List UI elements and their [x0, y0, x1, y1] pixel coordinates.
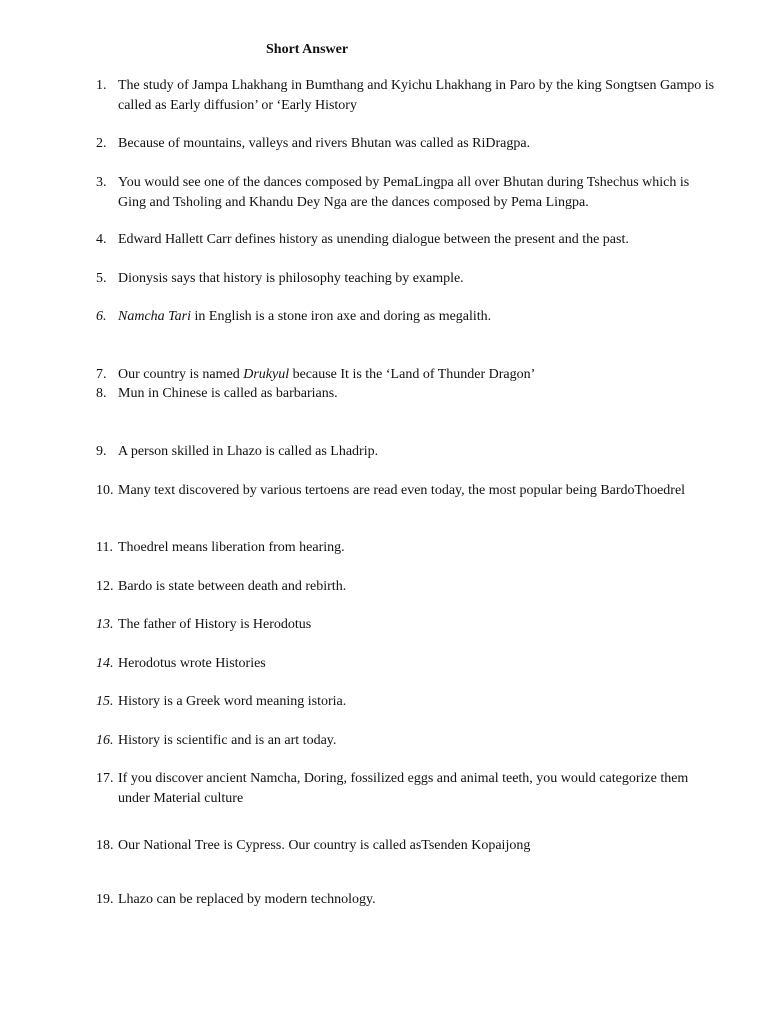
item-number: 16. [96, 733, 114, 748]
item-text: You would see one of the dances composed by PemaLingpa all over Bhutan during Tshechus which is Ging and Tsholing and Khandu Dey Nga are the dances composed by Pema Lingpa. [118, 175, 690, 210]
item-text-tail: because It is the ‘Land of Thunder Dragon’ [289, 367, 536, 382]
list-item [96, 76, 716, 116]
item-term: Drukyul [243, 367, 290, 382]
list-item [96, 230, 716, 250]
item-number: 8. [96, 386, 107, 401]
list-item [96, 615, 716, 635]
item-number: 9. [96, 444, 107, 459]
list-item [96, 654, 716, 674]
item-term: Namcha Tari [118, 309, 192, 324]
item-number: 17. [96, 771, 114, 786]
item-text: Mun in Chinese is called as barbarians. [118, 386, 338, 401]
item-text: History is scientific and is an art today. [118, 733, 337, 748]
item-text: Our National Tree is Cypress. Our country is called asTsenden Kopaijong [118, 838, 531, 853]
item-text: Bardo is state between death and rebirth. [118, 579, 347, 594]
list-item [96, 538, 716, 558]
item-number: 19. [96, 892, 114, 907]
item-text: If you discover ancient Namcha, Doring, fossilized eggs and animal teeth, you would categorize them under Material culture [118, 771, 689, 806]
list-item [96, 769, 716, 809]
item-number: 7. [96, 367, 107, 382]
item-text: Edward Hallett Carr defines history as unending dialogue between the present and the past. [118, 232, 629, 247]
item-number: 6. [96, 309, 107, 324]
list-item [96, 836, 716, 856]
item-text: in English is a stone iron axe and doring as megalith. [191, 309, 492, 324]
item-text: Many text discovered by various tertoens are read even today, the most popular being BardoThoedrel [118, 483, 686, 498]
list-item [96, 890, 716, 910]
list-item [96, 307, 716, 327]
item-text: Thoedrel means liberation from hearing. [118, 540, 345, 555]
item-number: 4. [96, 232, 107, 247]
list-item [96, 442, 716, 462]
item-number: 11. [96, 540, 113, 555]
item-text: The study of Jampa Lhakhang in Bumthang and Kyichu Lhakhang in Paro by the king Songtsen Gampo is called as Early diffusion’ or ‘Early History [118, 78, 715, 113]
item-text: A person skilled in Lhazo is called as Lhadrip. [118, 444, 379, 459]
list-item [96, 481, 716, 501]
list-item [96, 365, 716, 385]
item-text: Herodotus wrote Histories [118, 656, 266, 671]
list-item [96, 384, 716, 404]
item-number: 5. [96, 271, 107, 286]
list-item [96, 577, 716, 597]
item-text: Lhazo can be replaced by modern technology. [118, 892, 376, 907]
list-item [96, 269, 716, 289]
item-number: 14. [96, 656, 114, 671]
item-number: 15. [96, 694, 114, 709]
list-item [96, 731, 716, 751]
item-text: The father of History is Herodotus [118, 617, 312, 632]
item-text: Dionysis says that history is philosophy teaching by example. [118, 271, 464, 286]
list-item [96, 173, 716, 213]
item-number: 12. [96, 579, 114, 594]
item-text: History is a Greek word meaning istoria. [118, 694, 347, 709]
item-number: 18. [96, 838, 114, 853]
item-number: 1. [96, 78, 107, 93]
item-number: 3. [96, 175, 107, 190]
item-number: 10. [96, 483, 114, 498]
item-text: Because of mountains, valleys and rivers Bhutan was called as RiDragpa. [118, 136, 531, 151]
item-number: 2. [96, 136, 107, 151]
item-text: Our country is named [118, 367, 244, 382]
list-item [96, 692, 716, 712]
item-number: 13. [96, 617, 114, 632]
list-item [96, 134, 716, 154]
document-title: Short Answer [266, 42, 349, 57]
